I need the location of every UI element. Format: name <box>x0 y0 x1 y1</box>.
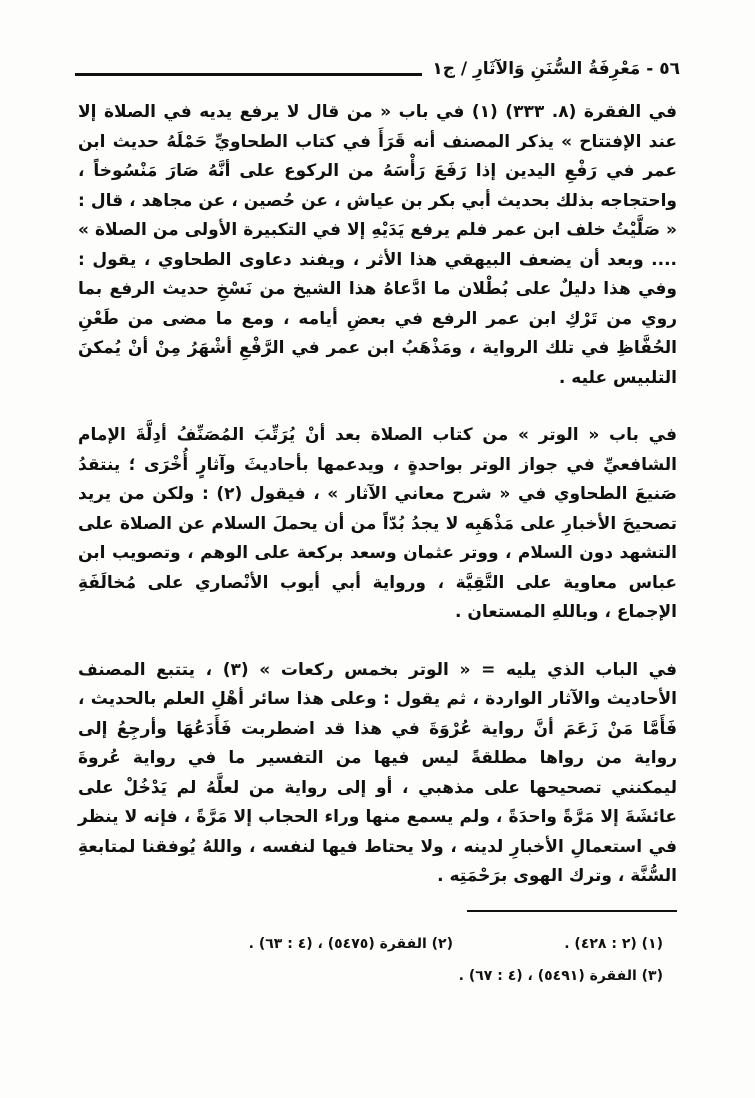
paragraph: في الفقرة (٨. ٣٣٣) (١) في باب « من قال لا يرفع يديه في الصلاة إلا عند الإفتتاح » يذكر المصنف أنه قَرَأَ في كتاب الطحاويِّ حَمْلَهُ حديث ابن عمر في رَفْعِ اليدين إذا رَفَعَ رَأْسَهُ من الركوع على أنَّهُ صَارَ مَنْسُوخاً ، واحتجاجه بذلك بحديث أبي بكر بن عياش ، عن حُصين ، عن مجاهد ، قال : « صَلَّيْتُ خلف ابن عمر فلم يرفع يَدَيْهِ إلا في التكبيرة الأولى من الصلاة » .... وبعد أن يضعف البيهقي هذا الأثر ، ويفند دعاوى الطحاوي ، يقول : وفي هذا دليلٌ على بُطْلان ما ادَّعاهُ هذا الشيخ من نَسْخِ حديث الرفع بما روي من تَرْكِ ابن عمر الرفع في بعضِ أيامه ، ومع ما مضى من طَعْنِ الحُفَّاظِ في تلك الرواية ، ومَذْهَبُ ابن عمر في الرَّفْعِ أشْهَرُ مِنْ أنْ يُمكنَ التلبيس عليه . <box>78 102 677 388</box>
running-title: ٥٦ - مَعْرِفَةُ السُّنَنِ وَالآثَارِ / ج١ <box>432 59 680 79</box>
footnote-3: (٣) الفقرة (٥٤٩١) ، (٤ : ٦٧) . <box>458 968 663 984</box>
running-header <box>75 56 680 82</box>
paragraph: في باب « الوتر » من كتاب الصلاة بعد أنْ يُرَتِّبَ المُصَنِّفُ أدِلَّةَ الإمام الشافعيِّ في جواز الوتر بواحدةٍ ، ويدعمها بأحاديثَ وآثارٍ أُخْرَى ؛ ينتقدُ صَنيعَ الطحاوي في « شرح معاني الآثار » ، فيقول (٢) : ولكن من يريد تصحيحَ الأخبارِ على مَذْهَبِه لا يجدُ بُدّاً من أن يحملَ السلام عن الصلاة على التشهد دون السلام ، ووتر عثمان وسعد بركعة على الوهم ، وتصويب ابن عباس معاوية على التَّقِيَّة ، ورواية أبي أيوب الأنْصاري على مُخالَفَةِ الإجماع ، وباللهِ المستعان . <box>78 425 677 622</box>
footnote-separator <box>467 910 677 912</box>
footnote-row <box>92 960 663 992</box>
footnotes <box>92 928 663 992</box>
footnote-2: (٢) الفقرة (٥٤٧٥) ، (٤ : ٦٣) . <box>248 936 453 952</box>
footnote-1: (١) (٢ : ٤٢٨) . <box>564 936 663 952</box>
main-text <box>78 98 677 892</box>
footnote-row <box>92 928 663 960</box>
paragraph: في الباب الذي يليه = « الوتر بخمس ركعات » (٣) ، يتتبع المصنف الأحاديث والآثار الواردة ، ثم يقول : وعلى هذا سائر أهْلِ العلم بالحديث ، فَأَمَّا مَنْ زَعَمَ أنَّ رواية عُرْوَةَ في هذا قد اضطربت فَأَدَعُهَا وأرجِعُ إلى رواية من رواها مطلقةً ليس فيها من التفسير ما في رواية عُروةَ ليمكنني تصحيحها على مذهبي ، أو إلى رواية من لعلَّهُ لم يَدْخُلْ على عائشَةَ إلا مَرَّةً واحدَةً ، ولم يسمع منها وراء الحجاب إلا مَرَّةً ، فإنه لا ينظر في استعمالِ الأخبارِ لدينه ، ولا يحتاط فيها لنفسه ، واللهُ يُوفقنا لمتابعةِ السُّنَّة ، وترك الهوى برَحْمَتِه . <box>78 659 677 886</box>
header-rule <box>75 73 422 76</box>
